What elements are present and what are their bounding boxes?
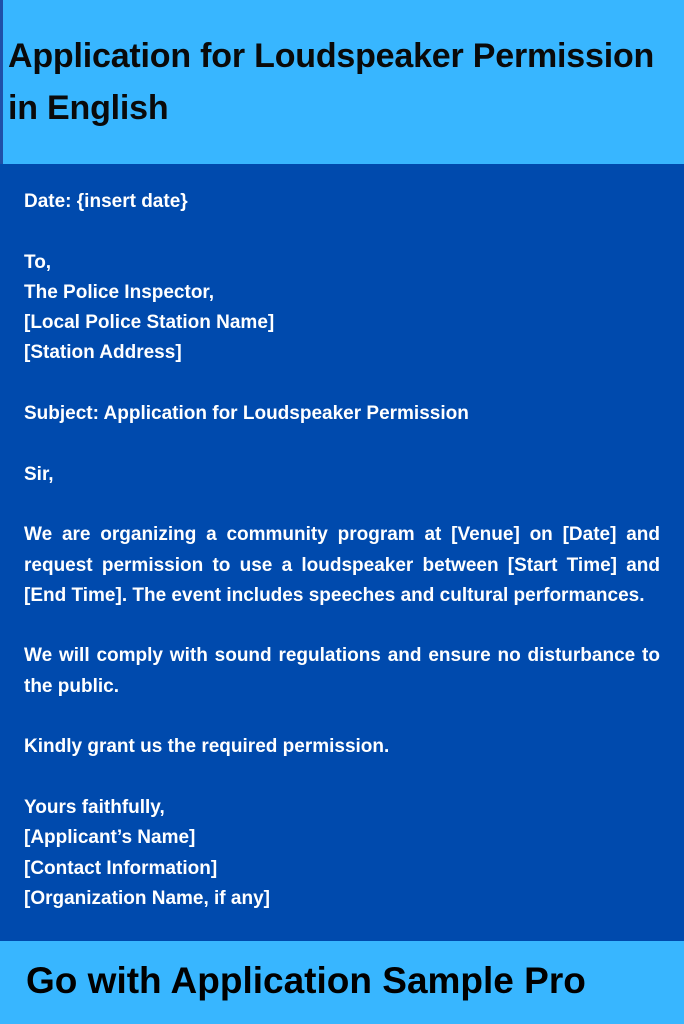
letter-content: [24, 187, 660, 914]
letter-applicant-name: [Applicant’s Name]: [24, 827, 196, 849]
spacer: [24, 490, 660, 520]
letter-subject: Subject: Application for Loudspeaker Permission: [24, 403, 469, 425]
spacer: [24, 369, 660, 399]
letter-paragraph-2: We will comply with sound regulations and ensure no disturbance to the public.: [24, 645, 660, 697]
letter-contact-info: [Contact Information]: [24, 857, 218, 879]
letter-station-name: [Local Police Station Name]: [24, 312, 275, 334]
letter-closing: Yours faithfully,: [24, 796, 165, 818]
footer-banner: [0, 941, 684, 1024]
letter-body: [0, 164, 684, 941]
letter-date: Date: {insert date}: [24, 191, 188, 212]
letter-organization: [Organization Name, if any]: [24, 887, 270, 909]
spacer: [24, 217, 660, 247]
letter-paragraph-1: We are organizing a community program at [Venue] on [Date] and request permission to use a loudspeaker between [Start Time] and [End Time]. The event includes speeches and cultural performances.: [24, 524, 660, 606]
letter-salutation: Sir,: [24, 463, 54, 485]
letter-station-address: [Station Address]: [24, 342, 182, 364]
letter-recipient: The Police Inspector,: [24, 281, 215, 303]
letter-to: To,: [24, 251, 52, 273]
spacer: [24, 429, 660, 459]
header-banner: [0, 0, 684, 164]
page-title: Application for Loudspeaker Permission in English: [8, 37, 655, 127]
spacer: [24, 702, 660, 732]
footer-text: Go with Application Sample Pro: [26, 960, 586, 1001]
spacer: [24, 763, 660, 793]
spacer: [24, 611, 660, 641]
letter-paragraph-3: Kindly grant us the required permission.: [24, 736, 390, 758]
